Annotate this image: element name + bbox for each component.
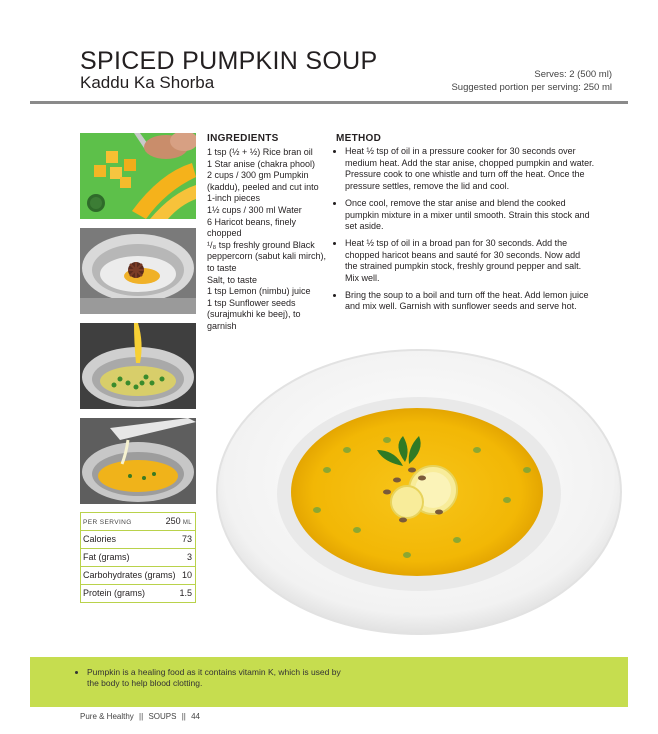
ingredient-line: (surajmukhi ke beej), to garnish <box>207 309 301 331</box>
method-step: • Heat ½ tsp of oil in a broad pan for 30 seconds. Add the chopped haricot beans and sauté for 30 seconds. Now add the strained pumpkin stock, freshly ground pepper and salt. Mix well. <box>345 238 595 285</box>
recipe-subtitle: Kaddu Ka Shorba <box>80 73 215 92</box>
method-steps <box>333 146 595 318</box>
nutrient-value: 10 <box>181 570 192 580</box>
footer-separator: || <box>181 712 186 721</box>
portion-text: Suggested portion per serving: 250 ml <box>451 82 612 93</box>
ingredient-line: ¹/₈ tsp freshly ground Black <box>207 239 315 250</box>
nutrition-row-carbohydrates <box>80 567 196 585</box>
method-heading: METHOD <box>336 133 382 144</box>
page-number: 44 <box>191 712 200 721</box>
nutrition-row-protein <box>80 585 196 603</box>
ingredient-line: Salt, to taste <box>207 274 258 285</box>
soup-bowl-photo <box>207 340 627 640</box>
nutrition-header <box>80 513 196 531</box>
serving-unit: ML <box>182 520 192 526</box>
footer-book-title: Pure & Healthy <box>80 712 134 721</box>
step-photo-saute-beans <box>80 323 196 409</box>
ingredient-line: (kaddu), peeled and cut into <box>207 181 319 192</box>
nutrition-row-calories <box>80 531 196 549</box>
nutrient-value: 73 <box>181 534 192 544</box>
nutrient-label: Carbohydrates (grams) <box>83 570 176 580</box>
page-footer <box>80 712 200 721</box>
header-divider <box>30 101 628 104</box>
ingredients-list <box>207 147 327 333</box>
ingredient-line: 2 cups / 300 gm Pumpkin <box>207 170 309 181</box>
ingredient-line: 1 tsp (½ + ½) Rice bran oil <box>207 147 313 157</box>
tip-text: • Pumpkin is a healing food as it contains vitamin K, which is used by the body to help blood clotting. <box>87 667 347 689</box>
nutrition-row-fat <box>80 549 196 567</box>
footer-section: SOUPS <box>148 712 177 721</box>
nutrition-table <box>80 512 196 603</box>
ingredients-heading: INGREDIENTS <box>207 133 279 144</box>
serving-info <box>451 68 612 94</box>
serves-text: Serves: 2 (500 ml) <box>534 69 612 80</box>
ingredient-line: 1-inch pieces <box>207 193 261 204</box>
ingredient-line: to taste <box>207 262 237 273</box>
serving-amount: 250 <box>165 516 181 526</box>
method-step: • Heat ½ tsp of oil in a pressure cooker for 30 seconds over medium heat. Add the star anise, chopped pumpkin and water. Pressure cook to one whistle and turn off the heat. Once the pressure settles, remove the lid and cool. <box>345 146 595 193</box>
recipe-title: SPICED PUMPKIN SOUP <box>80 47 378 75</box>
method-step: • Once cool, remove the star anise and blend the cooked pumpkin mixture in a mixer until smooth. Strain this stock and set aside. <box>345 198 595 233</box>
per-serving-label: PER SERVING <box>83 519 132 526</box>
tip-list <box>75 667 347 689</box>
ingredient-line: peppercorn (sabut kali mirch), <box>207 251 327 262</box>
nutrient-value: 1.5 <box>179 588 192 598</box>
nutrient-label: Protein (grams) <box>83 588 146 598</box>
ingredient-line: 1 Star anise (chakra phool) <box>207 158 316 169</box>
nutrient-label: Calories <box>83 534 117 544</box>
nutrient-value: 3 <box>186 552 192 562</box>
method-step: • Bring the soup to a boil and turn off the heat. Add lemon juice and mix well. Garnish with sunflower seeds and serve hot. <box>345 290 595 313</box>
ingredient-line: 1 tsp Lemon (nimbu) juice <box>207 286 311 297</box>
footer-separator: || <box>139 712 144 721</box>
ingredient-line: 6 Haricot beans, finely chopped <box>207 216 297 239</box>
ingredient-line: 1 tsp Sunflower seeds <box>207 297 296 308</box>
step-photo-pressure-cooker <box>80 228 196 314</box>
step-photo-pumpkin-cutting <box>80 133 196 219</box>
nutrient-label: Fat (grams) <box>83 552 130 562</box>
ingredient-line: 1½ cups / 300 ml Water <box>207 204 302 215</box>
step-photo-add-lemon <box>80 418 196 504</box>
